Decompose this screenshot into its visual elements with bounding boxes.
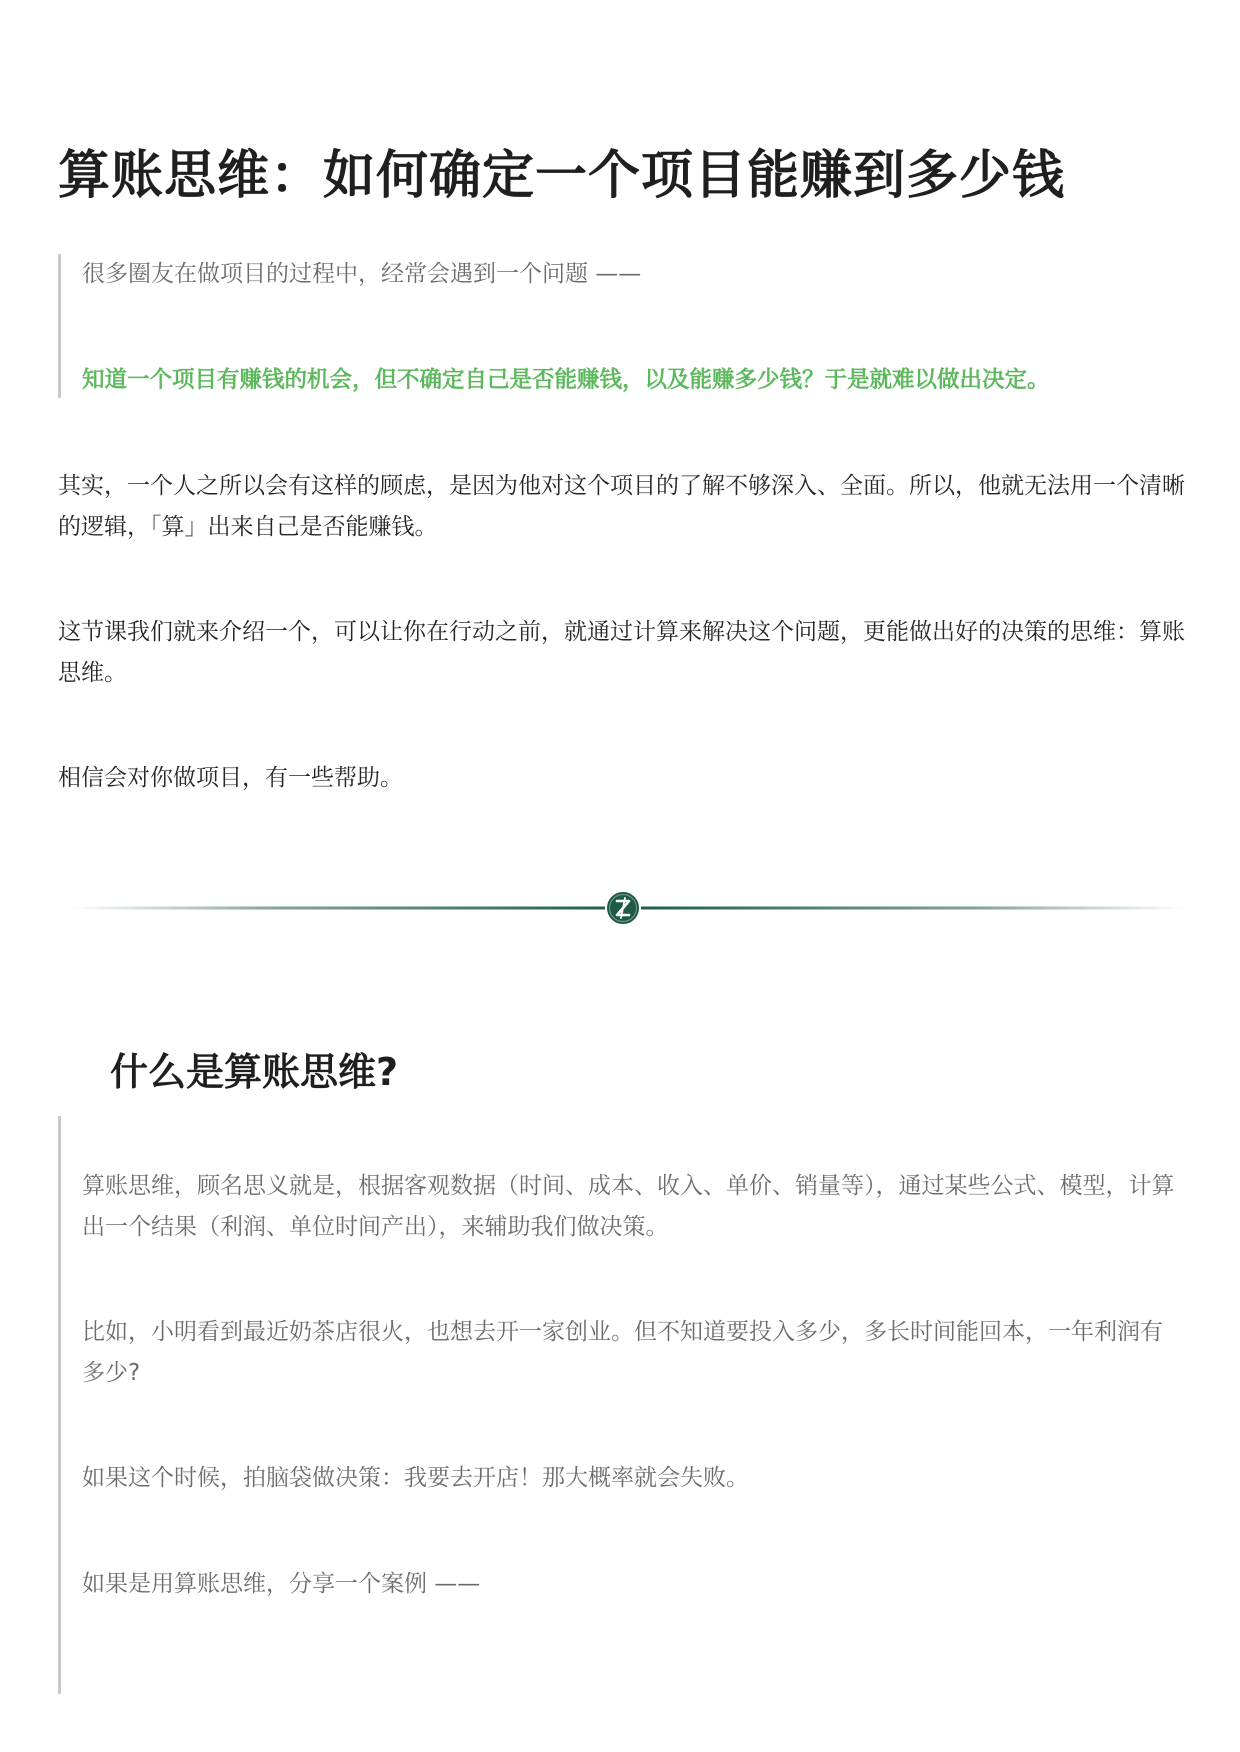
- body-paragraph-2: 这节课我们就来介绍一个，可以让你在行动之前，就通过计算来解决这个问题，更能做出好的决策的思维：算账思维。: [58, 619, 1185, 686]
- article-title: 算账思维：如何确定一个项目能赚到多少钱: [58, 146, 1066, 206]
- intro-quote: [58, 254, 1211, 398]
- intro-quote-highlight: 知道一个项目有赚钱的机会，但不确定自己是否能赚钱，以及能赚多少钱？于是就难以做出决定。: [82, 367, 1050, 393]
- section-quote-paragraph-1: 算账思维，顾名思义就是，根据客观数据（时间、成本、收入、单价、销量等），通过某些公式、模型，计算出一个结果（利润、单位时间产出），来辅助我们做决策。: [82, 1173, 1175, 1240]
- coin-icon: [606, 891, 640, 925]
- section-quote-paragraph-4: 如果是用算账思维，分享一个案例 ——: [82, 1571, 481, 1597]
- section-quote-paragraph-2: 比如，小明看到最近奶茶店很火，也想去开一家创业。但不知道要投入多少，多长时间能回本，一年利润有多少?: [82, 1319, 1163, 1386]
- body-paragraph-1: 其实，一个人之所以会有这样的顾虑，是因为他对这个项目的了解不够深入、全面。所以，他就无法用一个清晰的逻辑，「算」出来自己是否能赚钱。: [58, 473, 1185, 540]
- section-divider: [72, 888, 1184, 928]
- section-heading: 什么是算账思维?: [110, 1050, 399, 1094]
- intro-quote-text: 很多圈友在做项目的过程中，经常会遇到一个问题 ——: [82, 261, 642, 287]
- divider-graphic: [72, 888, 1184, 928]
- body-paragraph-3: 相信会对你做项目，有一些帮助。: [58, 765, 403, 791]
- section-quote-paragraph-3: 如果这个时候，拍脑袋做决策：我要去开店！那大概率就会失败。: [82, 1465, 749, 1491]
- section-quote: [58, 1116, 1211, 1694]
